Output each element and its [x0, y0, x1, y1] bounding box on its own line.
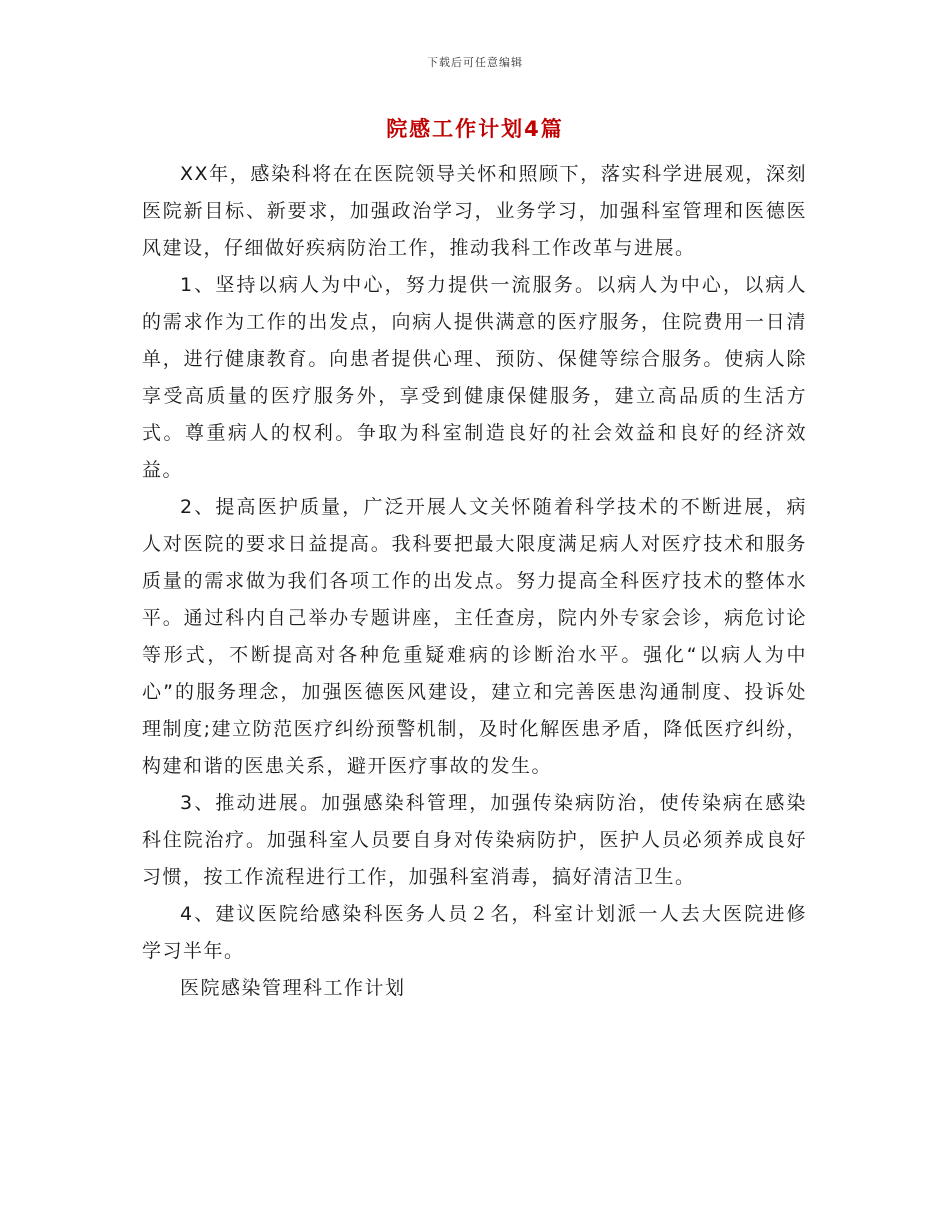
header-note: 下载后可任意编辑	[427, 56, 523, 69]
section-heading: 医院感染管理科工作计划	[180, 977, 406, 999]
document-title: 院感工作计划4篇	[386, 117, 564, 141]
paragraph-item-2: 2、提高医护质量，广泛开展人文关怀随着科学技术的不断进展，病人对医院的要求日益提高。我科要把最大限度满足病人对医疗技术和服务质量的需求做为我们各项工作的出发点。努力提高全科医疗技术的整体水平。通过科内自己举办专题讲座，主任查房，院内外专家会诊，病危讨论等形式，不断提高对各种危重疑难病的诊断治水平。强化“以病人为中心”的服务理念，加强医德医风建设，建立和完善医患沟通制度、投诉处理制度;建立防范医疗纠纷预警机制，及时化解医患矛盾，降低医疗纠纷，构建和谐的医患关系，避开医疗事故的发生。	[142, 496, 807, 777]
paragraph-item-3: 3、推动进展。加强感染科管理，加强传染病防治，使传染病在感染科住院治疗。加强科室人员要自身对传染病防护，医护人员必须养成良好习惯，按工作流程进行工作，加强科室消毒，搞好清洁卫生。	[142, 792, 807, 888]
paragraph-item-4: 4、建议医院给感染科医务人员２名，科室计划派一人去大医院进修学习半年。	[142, 903, 807, 962]
paragraph-intro: XX年，感染科将在在医院领导关怀和照顾下，落实科学进展观，深刻医院新目标、新要求，加强政治学习，业务学习，加强科室管理和医德医风建设，仔细做好疾病防治工作，推动我科工作改革与进展。	[142, 163, 807, 259]
paragraph-item-1: 1、坚持以病人为中心，努力提供一流服务。以病人为中心，以病人的需求作为工作的出发点，向病人提供满意的医疗服务，住院费用一日清单，进行健康教育。向患者提供心理、预防、保健等综合服务。使病人除享受高质量的医疗服务外，享受到健康保健服务，建立高品质的生活方式。尊重病人的权利。争取为科室制造良好的社会效益和良好的经济效益。	[142, 274, 807, 481]
document-body	[142, 156, 807, 1007]
